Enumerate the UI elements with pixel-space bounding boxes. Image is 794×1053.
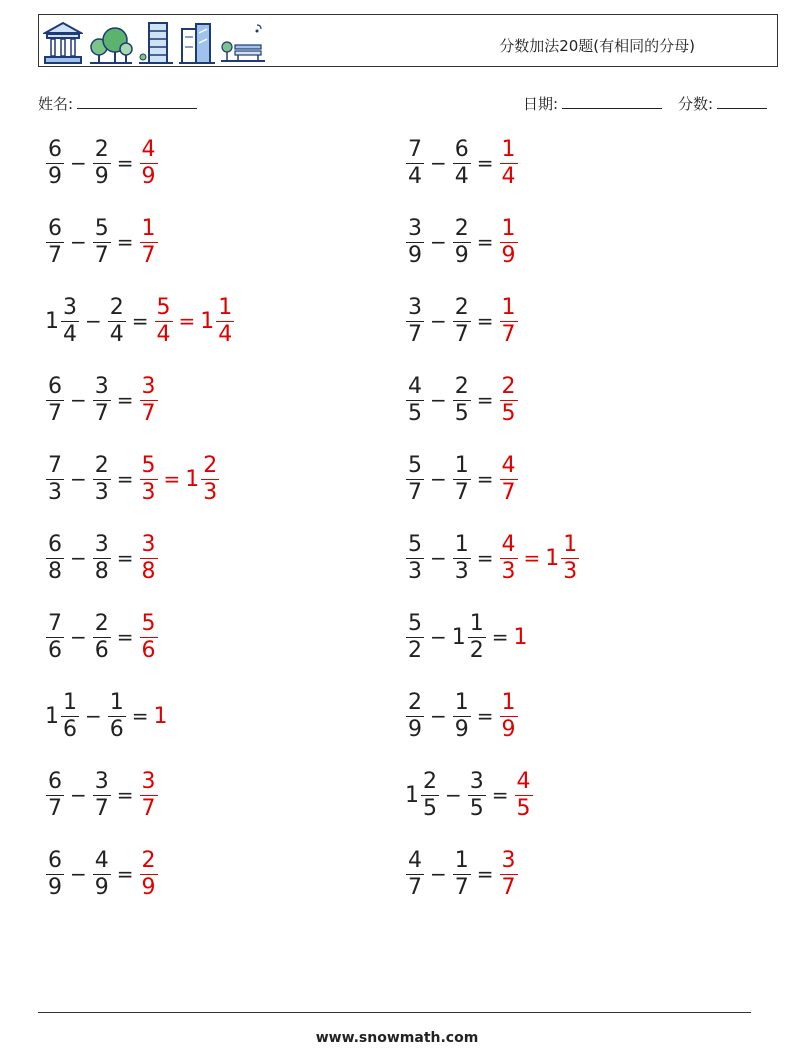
term-denominator: 5: [408, 400, 422, 426]
term-fraction: [421, 769, 439, 822]
equals-sign: =: [116, 388, 134, 412]
term-denominator: 7: [48, 795, 62, 821]
minus-sign: −: [430, 546, 447, 570]
term-denominator: 8: [94, 558, 109, 584]
answer-equals-sign: =: [178, 309, 196, 333]
answer-denominator: 9: [501, 242, 516, 268]
term-numerator: 6: [48, 373, 62, 399]
term-numerator: 5: [94, 215, 109, 241]
problem-item: [45, 448, 220, 510]
answer-equals-sign: =: [163, 467, 181, 491]
term-fraction: [406, 532, 424, 585]
museum-icon: [43, 21, 83, 65]
name-field[interactable]: [38, 93, 197, 114]
equals-sign: =: [476, 862, 494, 886]
problem-item: [45, 369, 159, 431]
equals-sign: =: [116, 783, 134, 807]
answer-fraction: [140, 769, 158, 822]
term-denominator: 9: [48, 163, 62, 189]
term-denominator: 6: [109, 716, 124, 742]
term-denominator: 6: [94, 637, 109, 663]
term-numerator: 7: [48, 610, 62, 636]
mixed-answer-denominator: 3: [563, 558, 578, 584]
term-fraction: [46, 848, 64, 901]
term-denominator: 6: [63, 716, 77, 742]
answer-denominator: 3: [141, 479, 156, 505]
glass-building-icon: [179, 21, 215, 65]
name-blank[interactable]: [77, 93, 197, 109]
answer-numerator: 4: [141, 136, 156, 162]
mixed-answer-whole: 1: [545, 545, 560, 571]
term-denominator: 7: [408, 479, 422, 505]
term-numerator: 2: [408, 689, 422, 715]
minus-sign: −: [430, 151, 447, 175]
answer-numerator: 3: [141, 768, 156, 794]
answer: [514, 769, 534, 822]
mixed-answer-fraction: [201, 453, 219, 506]
term-fraction: [468, 611, 486, 664]
term-fraction: [406, 374, 424, 427]
term-numerator: 6: [48, 531, 62, 557]
term-fraction: [61, 690, 79, 743]
term-fraction: [93, 216, 111, 269]
answer: [499, 374, 519, 427]
answer-numerator: 4: [501, 531, 516, 557]
term-fraction: [93, 611, 111, 664]
answer-numerator: 1: [501, 689, 516, 715]
answer-fraction: [500, 374, 518, 427]
term-denominator: 3: [94, 479, 109, 505]
name-label: 姓名:: [38, 95, 74, 113]
term-fraction: [93, 848, 111, 901]
term-whole: 1: [451, 624, 466, 650]
problem-item: [405, 369, 519, 431]
term-fraction: [61, 295, 79, 348]
term-numerator: 2: [94, 452, 109, 478]
term-fraction: [453, 690, 471, 743]
term-denominator: 9: [408, 716, 422, 742]
equals-sign: =: [116, 151, 134, 175]
term-numerator: 3: [408, 215, 422, 241]
minus-sign: −: [70, 230, 87, 254]
term-numerator: 2: [454, 215, 469, 241]
answer-fraction: [500, 295, 518, 348]
answer-denominator: 7: [141, 400, 156, 426]
problem-item: [405, 448, 519, 510]
answer-numerator: 2: [501, 373, 516, 399]
equals-sign: =: [476, 230, 494, 254]
mixed-answer-whole: 1: [200, 308, 215, 334]
term-numerator: 2: [423, 768, 437, 794]
term-fraction: [46, 374, 64, 427]
term-fraction: [108, 690, 126, 743]
equals-sign: =: [116, 862, 134, 886]
problem-item: [405, 606, 529, 668]
term-fraction: [93, 532, 111, 585]
problem-item: [45, 290, 235, 352]
answer-denominator: 7: [501, 874, 516, 900]
equals-sign: =: [491, 783, 509, 807]
answer-fraction: [155, 295, 173, 348]
term-fraction: [453, 137, 471, 190]
term-denominator: 5: [423, 795, 437, 821]
term-denominator: 5: [454, 400, 469, 426]
mixed-answer-denominator: 4: [218, 321, 233, 347]
term-fraction: [406, 137, 424, 190]
answer-fraction: [500, 216, 518, 269]
answer-equals-sign: =: [523, 546, 541, 570]
minus-sign: −: [430, 388, 447, 412]
answer-fraction: [140, 453, 158, 506]
term-numerator: 2: [454, 294, 469, 320]
term-denominator: 7: [94, 400, 109, 426]
minus-sign: −: [430, 467, 447, 491]
minus-sign: −: [430, 230, 447, 254]
term-numerator: 3: [94, 531, 109, 557]
term-denominator: 4: [63, 321, 77, 347]
answer-denominator: 9: [501, 716, 516, 742]
term-whole: 1: [45, 308, 59, 334]
answer-numerator: 5: [141, 610, 156, 636]
term-fraction: [108, 295, 126, 348]
problem-item: [45, 685, 169, 747]
answer-fraction: [140, 848, 158, 901]
term-fraction: [453, 374, 471, 427]
term-fraction: [453, 216, 471, 269]
problem-item: [405, 211, 519, 273]
term-numerator: 1: [454, 847, 469, 873]
problem-item: [405, 843, 519, 905]
term-numerator: 5: [408, 610, 422, 636]
answer: [139, 216, 159, 269]
term-denominator: 7: [94, 795, 109, 821]
date-field[interactable]: [523, 93, 662, 114]
score-field[interactable]: [678, 93, 767, 114]
term-fraction: [453, 295, 471, 348]
equals-sign: =: [476, 546, 494, 570]
term-denominator: 2: [408, 637, 422, 663]
term-denominator: 3: [48, 479, 62, 505]
term-fraction: [406, 453, 424, 506]
mixed-answer-whole: 1: [185, 466, 200, 492]
term-numerator: 1: [454, 531, 469, 557]
answer: [139, 532, 159, 585]
term-denominator: 9: [454, 716, 469, 742]
term-fraction: [93, 453, 111, 506]
term-denominator: 7: [94, 242, 109, 268]
answer-numerator: 3: [141, 531, 156, 557]
date-blank[interactable]: [562, 93, 662, 109]
score-blank[interactable]: [717, 93, 767, 109]
term-numerator: 3: [469, 768, 484, 794]
minus-sign: −: [70, 151, 87, 175]
answer-numerator: 1: [501, 136, 516, 162]
answer-fraction: [140, 216, 158, 269]
term-numerator: 2: [94, 610, 109, 636]
term-denominator: 7: [408, 321, 422, 347]
equals-sign: =: [476, 704, 494, 728]
answer: [139, 769, 159, 822]
term-denominator: 7: [454, 321, 469, 347]
minus-sign: −: [430, 704, 447, 728]
answer: [154, 295, 236, 348]
term-denominator: 9: [454, 242, 469, 268]
problem-item: [45, 764, 159, 826]
term-denominator: 4: [454, 163, 469, 189]
answer-numerator: 4: [501, 452, 516, 478]
problem-item: [405, 764, 534, 826]
answer: [499, 690, 519, 743]
term-fraction: [406, 690, 424, 743]
problem-item: [405, 527, 580, 589]
term-numerator: 7: [48, 452, 62, 478]
minus-sign: −: [70, 467, 87, 491]
answer-numerator: 1: [141, 215, 156, 241]
answer: [154, 704, 169, 729]
date-label: 日期:: [523, 95, 559, 113]
answer-fraction: [140, 532, 158, 585]
answer-fraction: [500, 690, 518, 743]
equals-sign: =: [131, 704, 149, 728]
equals-sign: =: [476, 388, 494, 412]
answer-denominator: 7: [501, 479, 516, 505]
term-denominator: 4: [408, 163, 422, 189]
answer-fraction: [140, 137, 158, 190]
answer: [499, 848, 519, 901]
answer-denominator: 7: [141, 242, 156, 268]
minus-sign: −: [85, 309, 102, 333]
term-numerator: 6: [48, 768, 62, 794]
term-denominator: 9: [94, 874, 109, 900]
answer-denominator: 9: [141, 163, 156, 189]
mixed-answer-denominator: 3: [203, 479, 218, 505]
term-denominator: 9: [48, 874, 62, 900]
answer: [499, 453, 519, 506]
term-denominator: 7: [454, 479, 469, 505]
answer-whole: 1: [153, 703, 168, 729]
term-fraction: [406, 295, 424, 348]
answer: [139, 848, 159, 901]
minus-sign: −: [70, 862, 87, 886]
problem-item: [45, 606, 159, 668]
equals-sign: =: [116, 546, 134, 570]
problem-item: [45, 211, 159, 273]
score-label: 分数:: [678, 95, 714, 113]
answer-numerator: 4: [516, 768, 531, 794]
term-denominator: 7: [48, 242, 62, 268]
equals-sign: =: [116, 230, 134, 254]
mixed-answer-fraction: [561, 532, 579, 585]
term-numerator: 4: [408, 847, 422, 873]
term-fraction: [453, 848, 471, 901]
answer-numerator: 3: [141, 373, 156, 399]
term-numerator: 2: [94, 136, 109, 162]
term-numerator: 3: [63, 294, 77, 320]
term-numerator: 1: [109, 689, 124, 715]
term-denominator: 9: [94, 163, 109, 189]
mixed-answer-numerator: 1: [218, 294, 233, 320]
worksheet-title: 分数加法20题(有相同的分母): [499, 37, 695, 55]
minus-sign: −: [70, 783, 87, 807]
term-numerator: 5: [408, 452, 422, 478]
mixed-answer-fraction: [216, 295, 234, 348]
minus-sign: −: [445, 783, 462, 807]
term-numerator: 6: [454, 136, 469, 162]
park-bench-icon: [221, 21, 265, 65]
equals-sign: =: [116, 467, 134, 491]
term-denominator: 3: [408, 558, 422, 584]
minus-sign: −: [70, 625, 87, 649]
problem-item: [405, 685, 519, 747]
term-fraction: [46, 532, 64, 585]
term-denominator: 8: [48, 558, 62, 584]
problem-item: [45, 132, 159, 194]
term-numerator: 1: [454, 689, 469, 715]
answer: [514, 625, 529, 650]
answer-denominator: 5: [516, 795, 531, 821]
equals-sign: =: [131, 309, 149, 333]
answer-denominator: 3: [501, 558, 516, 584]
answer: [139, 374, 159, 427]
term-denominator: 3: [454, 558, 469, 584]
term-fraction: [453, 453, 471, 506]
term-denominator: 7: [48, 400, 62, 426]
answer-denominator: 7: [141, 795, 156, 821]
answer-fraction: [500, 532, 518, 585]
header-icons: [43, 19, 265, 65]
answer-denominator: 4: [501, 163, 516, 189]
footer-url: www.snowmath.com: [315, 1030, 479, 1046]
term-numerator: 5: [408, 531, 422, 557]
trees-icon: [89, 25, 133, 65]
answer: [139, 453, 221, 506]
problem-item: [45, 843, 159, 905]
equals-sign: =: [476, 467, 494, 491]
term-fraction: [93, 769, 111, 822]
term-numerator: 6: [48, 847, 62, 873]
term-fraction: [406, 611, 424, 664]
problem-item: [405, 132, 519, 194]
term-fraction: [93, 137, 111, 190]
problem-item: [45, 527, 159, 589]
term-denominator: 2: [469, 637, 484, 663]
minus-sign: −: [70, 388, 87, 412]
term-numerator: 6: [48, 215, 62, 241]
minus-sign: −: [430, 625, 447, 649]
term-numerator: 1: [63, 689, 77, 715]
minus-sign: −: [70, 546, 87, 570]
term-numerator: 3: [94, 373, 109, 399]
term-numerator: 3: [94, 768, 109, 794]
answer-numerator: 1: [501, 215, 516, 241]
answer: [499, 295, 519, 348]
term-numerator: 4: [94, 847, 109, 873]
term-denominator: 6: [48, 637, 62, 663]
answer-numerator: 2: [141, 847, 156, 873]
equals-sign: =: [491, 625, 509, 649]
answer-fraction: [140, 611, 158, 664]
equals-sign: =: [476, 151, 494, 175]
answer-whole: 1: [513, 624, 528, 650]
answer-denominator: 6: [141, 637, 156, 663]
minus-sign: −: [85, 704, 102, 728]
answer-denominator: 4: [156, 321, 171, 347]
answer-fraction: [140, 374, 158, 427]
term-numerator: 2: [454, 373, 469, 399]
minus-sign: −: [430, 862, 447, 886]
mixed-answer-numerator: 1: [563, 531, 578, 557]
footer-divider: [38, 1012, 751, 1013]
term-fraction: [406, 216, 424, 269]
answer-denominator: 7: [501, 321, 516, 347]
worksheet-header: [38, 14, 778, 67]
answer: [139, 611, 159, 664]
term-numerator: 7: [408, 136, 422, 162]
problem-item: [405, 290, 519, 352]
term-whole: 1: [405, 782, 419, 808]
term-numerator: 6: [48, 136, 62, 162]
term-denominator: 9: [408, 242, 422, 268]
term-whole: 1: [45, 703, 59, 729]
answer: [139, 137, 159, 190]
term-fraction: [46, 769, 64, 822]
term-fraction: [46, 611, 64, 664]
equals-sign: =: [476, 309, 494, 333]
term-fraction: [46, 453, 64, 506]
term-numerator: 1: [469, 610, 484, 636]
term-denominator: 5: [469, 795, 484, 821]
term-fraction: [406, 848, 424, 901]
answer-numerator: 5: [141, 452, 156, 478]
minus-sign: −: [430, 309, 447, 333]
term-fraction: [46, 137, 64, 190]
term-numerator: 3: [408, 294, 422, 320]
answer-fraction: [500, 848, 518, 901]
answer-denominator: 8: [141, 558, 156, 584]
term-numerator: 4: [408, 373, 422, 399]
answer-numerator: 1: [501, 294, 516, 320]
answer-fraction: [500, 137, 518, 190]
term-fraction: [46, 216, 64, 269]
answer-numerator: 5: [156, 294, 171, 320]
answer: [499, 137, 519, 190]
term-fraction: [468, 769, 486, 822]
term-denominator: 7: [408, 874, 422, 900]
term-denominator: 7: [454, 874, 469, 900]
term-numerator: 1: [454, 452, 469, 478]
answer-numerator: 3: [501, 847, 516, 873]
term-denominator: 4: [109, 321, 124, 347]
answer-denominator: 9: [141, 874, 156, 900]
answer-fraction: [515, 769, 533, 822]
answer: [499, 216, 519, 269]
office-building-icon: [139, 21, 173, 65]
answer-fraction: [500, 453, 518, 506]
answer-denominator: 5: [501, 400, 516, 426]
term-fraction: [93, 374, 111, 427]
answer: [499, 532, 581, 585]
equals-sign: =: [116, 625, 134, 649]
term-fraction: [453, 532, 471, 585]
mixed-answer-numerator: 2: [203, 452, 218, 478]
term-numerator: 2: [109, 294, 124, 320]
